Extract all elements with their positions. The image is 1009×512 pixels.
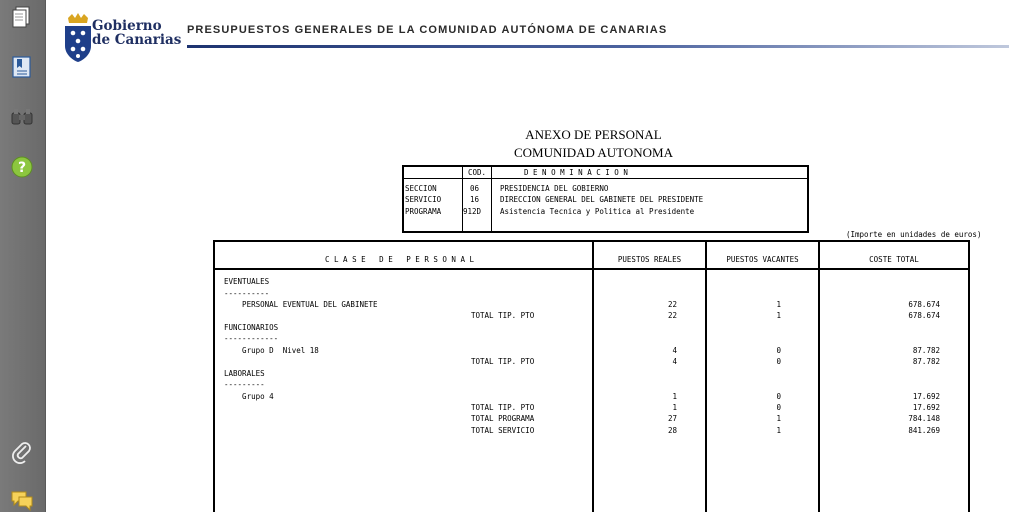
service-label: SERVICIO: [405, 195, 442, 204]
program-label: PROGRAMA: [405, 207, 442, 216]
cod-header: COD.: [468, 168, 487, 177]
personal-table: [213, 240, 970, 512]
service-code: 16: [470, 195, 480, 204]
binoculars-icon[interactable]: [10, 105, 34, 129]
row-vacantes: 1: [776, 425, 781, 435]
row-label: LABORALES: [224, 368, 265, 378]
row-label: Grupo 4: [224, 391, 274, 401]
header-title: PRESUPUESTOS GENERALES DE LA COMUNIDAD AUTÓNOMA DE CANARIAS: [187, 24, 668, 36]
row-coste: 841.269: [908, 425, 940, 435]
row-reales: 1: [672, 402, 677, 412]
row-vacantes: 0: [776, 357, 781, 367]
row-vacantes: 1: [776, 414, 781, 424]
row-vacantes: 1: [776, 299, 781, 309]
bookmark-icon[interactable]: [10, 55, 34, 79]
doc-title-2: COMUNIDAD AUTONOMA: [513, 145, 673, 160]
section-denom: PRESIDENCIA DEL GOBIERNO: [500, 184, 609, 193]
reales-header: PUESTOS REALES: [617, 255, 682, 264]
doc-title-1: ANEXO DE PERSONAL: [525, 127, 662, 142]
program-code: 912D: [463, 207, 482, 216]
row-vacantes: 0: [776, 391, 781, 401]
section-label: SECCION: [405, 184, 437, 193]
row-coste: 678.674: [908, 311, 940, 321]
row-label: ---------: [224, 380, 265, 390]
units-note: (Importe en unidades de euros): [846, 230, 982, 239]
row-total-label: TOTAL TIP. PTO: [471, 357, 535, 367]
row-reales: 1: [672, 391, 677, 401]
row-total-label: TOTAL SERVICIO: [471, 425, 535, 435]
service-denom: DIRECCION GENERAL DEL GABINETE DEL PRESIDENTE: [500, 195, 704, 204]
viewer-toolbar: [0, 0, 46, 512]
help-icon[interactable]: [10, 155, 34, 179]
logo-line-1: Gobierno: [92, 18, 162, 34]
row-total-label: TOTAL TIP. PTO: [471, 311, 535, 321]
vacantes-header: PUESTOS VACANTES: [726, 255, 799, 264]
row-label: EVENTUALES: [224, 277, 270, 286]
coste-header: COSTE TOTAL: [869, 255, 919, 264]
row-coste: 784.148: [908, 414, 940, 424]
row-label: Grupo D Nivel 18: [224, 345, 319, 355]
row-label: ----------: [224, 288, 270, 298]
row-total-label: TOTAL TIP. PTO: [471, 402, 535, 412]
row-vacantes: 0: [776, 345, 781, 355]
row-label: FUNCIONARIOS: [224, 322, 279, 332]
logo-line-2: de Canarias: [92, 32, 182, 48]
section-box: [402, 165, 809, 233]
row-vacantes: 0: [776, 402, 781, 412]
row-coste: 87.782: [912, 357, 940, 367]
row-coste: 678.674: [908, 299, 940, 309]
row-reales: 27: [667, 414, 677, 424]
row-reales: 4: [672, 345, 677, 355]
row-reales: 22: [667, 299, 677, 309]
section-code: 06: [470, 184, 480, 193]
row-reales: 28: [667, 425, 677, 435]
header-divider: [187, 45, 1009, 48]
row-vacantes: 1: [776, 311, 781, 321]
coat-of-arms-icon: [62, 12, 94, 64]
comments-icon[interactable]: [10, 488, 34, 512]
row-label: ------------: [224, 334, 279, 344]
clase-header: C L A S E D E P E R S O N A L: [325, 255, 475, 264]
row-label: PERSONAL EVENTUAL DEL GABINETE: [224, 299, 378, 309]
row-reales: 4: [672, 357, 677, 367]
denominacion-header: D E N O M I N A C I O N: [524, 168, 628, 177]
pages-icon[interactable]: [10, 5, 34, 29]
row-coste: 87.782: [912, 345, 940, 355]
row-total-label: TOTAL PROGRAMA: [471, 414, 535, 424]
row-coste: 17.692: [912, 402, 940, 412]
logo-text: [92, 19, 181, 47]
row-coste: 17.692: [912, 391, 940, 401]
program-denom: Asistencia Tecnica y Politica al Presidente: [500, 207, 695, 216]
svg-text:?: ?: [17, 160, 27, 176]
row-reales: 22: [667, 311, 677, 321]
document-page: [46, 0, 1009, 512]
attachment-icon[interactable]: [10, 440, 34, 464]
